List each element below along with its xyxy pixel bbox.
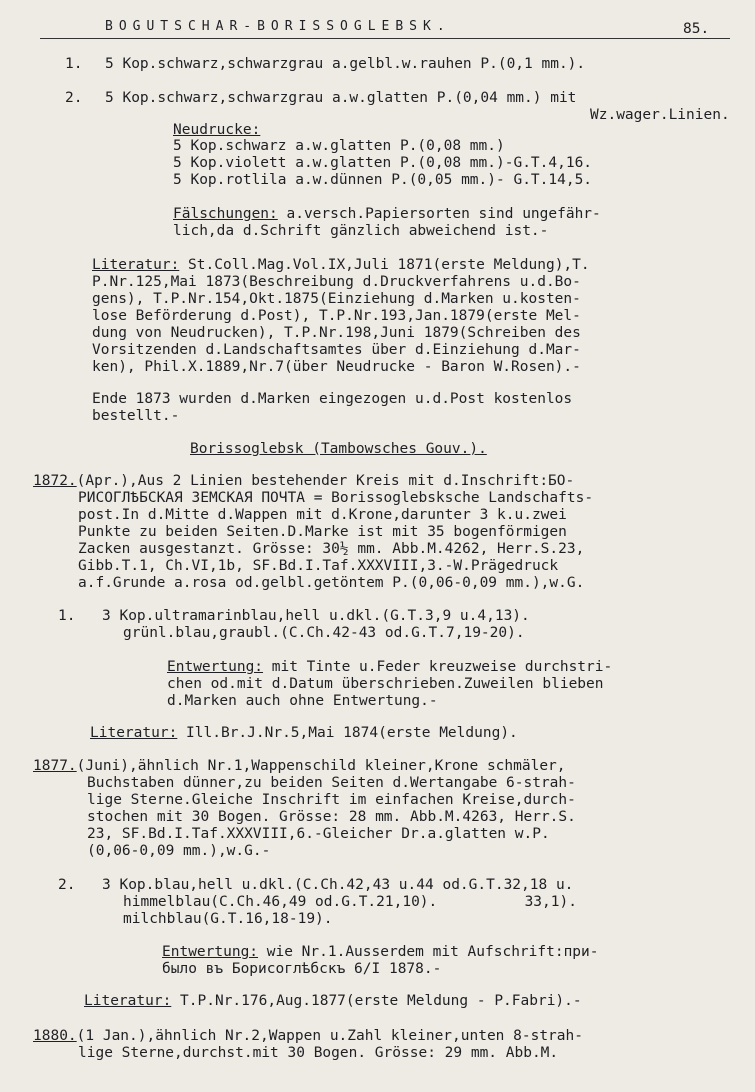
reprint-line: 5 Kop.violett a.w.glatten P.(0,08 mm.)-G.T.4,16. xyxy=(173,155,593,171)
running-header-title: BOGUTSCHAR-BORISSOGLEBSK. xyxy=(105,19,451,34)
literatur-text: ken), Phil.X.1889,Nr.7(über Neudrucke - Baron W.Rosen).- xyxy=(92,359,581,375)
item-description: grünl.blau,graubl.(C.Ch.42-43 od.G.T.7,19-20). xyxy=(123,625,525,641)
entwertung-paragraph xyxy=(162,943,599,961)
issue-text: (Apr.),Aus 2 Linien bestehender Kreis mit d.Inschrift:БО- xyxy=(76,473,575,489)
item-description: himmelblau(C.Ch.46,49 od.G.T.21,10). 33,1). xyxy=(123,894,577,910)
issue-year: 1877. xyxy=(33,758,77,774)
note-text: bestellt.- xyxy=(92,408,180,424)
issue-text: stochen mit 30 Bogen. Grösse: 28 mm. Abb.M.4263, Herr.S. xyxy=(87,809,576,825)
faelschungen-paragraph xyxy=(173,205,601,223)
item-description: 3 Kop.ultramarinblau,hell u.dkl.(G.T.3,9 u.4,13). xyxy=(102,608,530,624)
issue-text: Buchstaben dünner,zu beiden Seiten d.Wertangabe 6-strah- xyxy=(87,775,576,791)
literatur-text: dung von Neudrucken), T.P.Nr.198,Juni 1879(Schreiben des xyxy=(92,325,581,341)
entwertung-label: Entwertung: xyxy=(162,944,259,960)
literatur-text: T.P.Nr.176,Aug.1877(erste Meldung - P.Fabri).- xyxy=(171,993,582,1009)
issue-text: (Juni),ähnlich Nr.1,Wappenschild kleiner,Krone schmäler, xyxy=(76,758,566,774)
issue-text: lige Sterne,durchst.mit 30 Bogen. Grösse: 29 mm. Abb.M. xyxy=(78,1045,559,1061)
faelschungen-text: lich,da d.Schrift gänzlich abweichend ist.- xyxy=(173,223,549,239)
literatur-label: Literatur: xyxy=(90,725,178,741)
neudrucke-label: Neudrucke: xyxy=(173,122,261,138)
entwertung-text: chen od.mit d.Datum überschrieben.Zuweilen blieben xyxy=(167,676,604,692)
item-description: 3 Kop.blau,hell u.dkl.(C.Ch.42,43 u.44 od.G.T.32,18 u. xyxy=(102,877,574,893)
entwertung-text: wie Nr.1.Ausserdem mit Aufschrift:при- xyxy=(258,944,599,960)
issue-text: 23, SF.Bd.I.Taf.XXXVIII,6.-Gleicher Dr.a.glatten w.P. xyxy=(87,826,550,842)
header-rule xyxy=(40,38,730,39)
literatur-label: Literatur: xyxy=(84,993,172,1009)
note-text: Ende 1873 wurden d.Marken eingezogen u.d.Post kostenlos xyxy=(92,391,573,407)
literatur-text: Ill.Br.J.Nr.5,Mai 1874(erste Meldung). xyxy=(177,725,518,741)
item-number: 1. xyxy=(58,608,76,624)
issue-text: РИСОГЛѢБСКАЯ ЗЕМСКАЯ ПОЧТА = Borissoglebsksche Landschafts- xyxy=(78,490,594,506)
entwertung-text: mit Tinte u.Feder kreuzweise durchstri- xyxy=(263,659,613,675)
issue-paragraph xyxy=(33,1027,583,1045)
reprint-line: 5 Kop.schwarz a.w.glatten P.(0,08 mm.) xyxy=(173,138,505,154)
literatur-text: lose Beförderung d.Post), T.P.Nr.193,Jan.1879(erste Mel- xyxy=(92,308,581,324)
issue-text: Punkte zu beiden Seiten.D.Marke ist mit 35 bogenförmigen xyxy=(78,524,567,540)
literatur-text: Vorsitzenden d.Landschaftsamtes über d.Einziehung d.Mar- xyxy=(92,342,581,358)
literatur-paragraph xyxy=(92,256,590,274)
item-description: Wz.wager.Linien. xyxy=(590,107,730,123)
entwertung-text: было въ Борисоглѣбскъ 6/I 1878.- xyxy=(162,961,442,977)
section-title: Borissoglebsk (Tambowsches Gouv.). xyxy=(190,441,487,457)
issue-text: Zacken ausgestanzt. Grösse: 30½ mm. Abb.M.4262, Herr.S.23, xyxy=(78,541,585,557)
page-number: 85. xyxy=(683,21,710,37)
issue-text: lige Sterne.Gleiche Inschrift im einfachen Kreise,durch- xyxy=(87,792,576,808)
literatur-text: gens), T.P.Nr.154,Okt.1875(Einziehung d.Marken u.kosten- xyxy=(92,291,581,307)
faelschungen-label: Fälschungen: xyxy=(173,206,278,222)
literatur-text: P.Nr.125,Mai 1873(Beschreibung d.Druckverfahrens u.d.Bo- xyxy=(92,274,581,290)
entwertung-label: Entwertung: xyxy=(167,659,264,675)
entwertung-paragraph xyxy=(167,658,612,676)
issue-text: (0,06-0,09 mm.),w.G.- xyxy=(87,843,271,859)
item-number: 1. xyxy=(65,56,83,72)
issue-text: a.f.Grunde a.rosa od.gelbl.getöntem P.(0,06-0,09 mm.),w.G. xyxy=(78,575,585,591)
issue-year: 1872. xyxy=(33,473,77,489)
issue-paragraph xyxy=(33,472,574,490)
issue-text: Gibb.T.1, Ch.VI,1b, SF.Bd.I.Taf.XXXVIII,3.-W.Prägedruck xyxy=(78,558,559,574)
item-description: 5 Kop.schwarz,schwarzgrau a.w.glatten P.(0,04 mm.) mit xyxy=(105,90,577,106)
item-number: 2. xyxy=(65,90,83,106)
literatur-label: Literatur: xyxy=(92,257,180,273)
issue-text: (1 Jan.),ähnlich Nr.2,Wappen u.Zahl kleiner,unten 8-strah- xyxy=(76,1028,583,1044)
item-number: 2. xyxy=(58,877,76,893)
issue-text: post.In d.Mitte d.Wappen mit d.Krone,darunter 3 k.u.zwei xyxy=(78,507,567,523)
issue-paragraph xyxy=(33,757,566,775)
reprint-line: 5 Kop.rotlila a.w.dünnen P.(0,05 mm.)- G.T.14,5. xyxy=(173,172,593,188)
literatur-text: St.Coll.Mag.Vol.IX,Juli 1871(erste Meldung),T. xyxy=(179,257,590,273)
literatur-paragraph xyxy=(90,724,518,742)
item-description: milchblau(G.T.16,18-19). xyxy=(123,911,333,927)
item-description: 5 Kop.schwarz,schwarzgrau a.gelbl.w.rauhen P.(0,1 mm.). xyxy=(105,56,586,72)
literatur-paragraph xyxy=(84,992,582,1010)
issue-year: 1880. xyxy=(33,1028,77,1044)
faelschungen-text: a.versch.Papiersorten sind ungefähr- xyxy=(277,206,601,222)
entwertung-text: d.Marken auch ohne Entwertung.- xyxy=(167,693,438,709)
